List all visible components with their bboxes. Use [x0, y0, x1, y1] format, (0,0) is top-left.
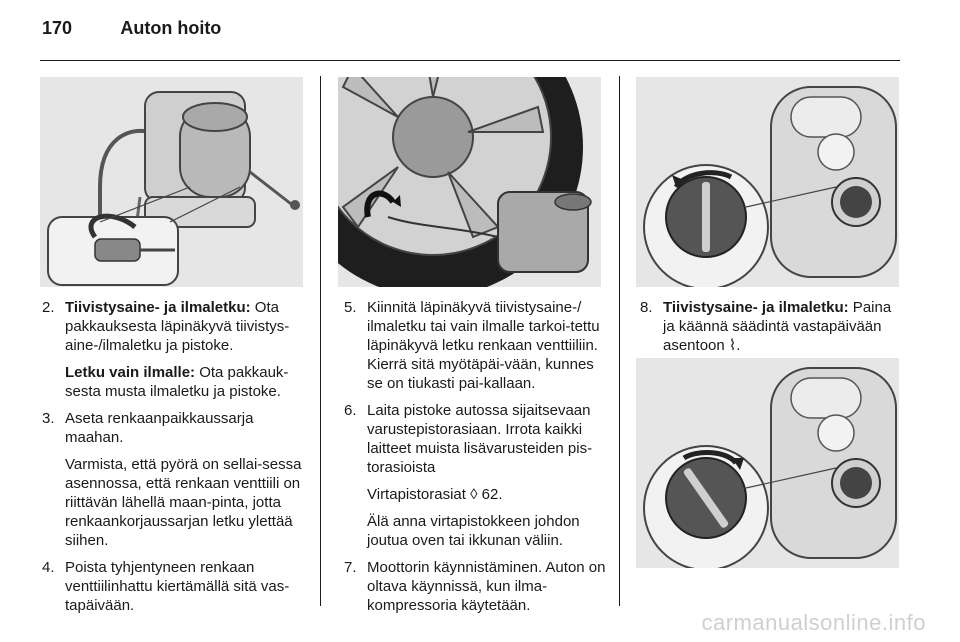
- selector-dial-figure: [636, 77, 899, 287]
- page-number: 170: [42, 18, 73, 38]
- column-divider: [619, 76, 620, 606]
- list-subitem: Varmista, että pyörä on sellai-sessa asennossa, että renkaan venttiili on riittävän lähellä maan-pinta, jotta renkaankorjaussarjan letku ylettää siihen.: [65, 456, 302, 549]
- item-text: Aseta renkaanpaikkaussarja maahan.: [65, 410, 254, 446]
- item-number: 2.: [42, 299, 55, 316]
- item-heading: Tiivistysaine- ja ilmaletku:: [65, 299, 251, 316]
- selector-dial-figure-2: [636, 358, 899, 568]
- item-text: Poista tyhjentyneen renkaan venttiilinhattu kiertämällä sitä vas-tapäivään.: [65, 559, 290, 614]
- compressor-kit-figure: [40, 77, 303, 287]
- page-header: [42, 18, 221, 39]
- wheel-valve-figure: [338, 77, 601, 287]
- item-text: Paina ja käännä säädintä vastapäivään asentoon ⌇.: [663, 299, 892, 354]
- item-text: Moottorin käynnistäminen. Auton on oltava käynnissä, kun ilma-kompressoria käytetään.: [367, 559, 606, 614]
- section-title: Auton hoito: [120, 18, 222, 38]
- watermark: carmanualsonline.info: [701, 610, 926, 635]
- list-subitem: Virtapistorasiat ◊ 62.: [367, 486, 503, 503]
- list-subitem: [42, 363, 304, 401]
- item-number: 4.: [42, 559, 55, 576]
- item-heading: Tiivistysaine- ja ilmaletku:: [663, 299, 849, 316]
- item-text: Laita pistoke autossa sijaitsevaan varustepistorasiaan. Irrota kaikki laitteet muista lisävarusteiden pis-torasioista: [367, 402, 593, 476]
- list-item: [42, 409, 304, 447]
- item-number: 7.: [344, 559, 357, 576]
- list-item: [42, 298, 304, 355]
- item-text: Kiinnitä läpinäkyvä tiivistysaine-/ ilmaletku tai vain ilmalle tarkoi-tettu läpinäkyvä letku renkaan venttiiliin. Kierrä sitä myötäpäi-vään, kunnes se on tiukasti pai-kallaan.: [367, 299, 600, 392]
- list-subitem: Älä anna virtapistokkeen johdon joutua oven tai ikkunan väliin.: [367, 513, 580, 549]
- column-2: [344, 298, 606, 623]
- list-item: [344, 298, 606, 393]
- list-item: [344, 558, 606, 615]
- list-item: [344, 401, 606, 477]
- item-number: 5.: [344, 299, 357, 316]
- item-number: 6.: [344, 402, 357, 419]
- item-text: Ota pakkauk-sesta musta ilmaletku ja pistoke.: [65, 364, 289, 400]
- list-item: [640, 298, 902, 355]
- column-divider: [320, 76, 321, 606]
- item-heading: Letku vain ilmalle:: [65, 364, 196, 381]
- item-number: 3.: [42, 410, 55, 427]
- item-text: Ota pakkauksesta läpinäkyvä tiivistys-aine-/ilmaletku ja pistoke.: [65, 299, 290, 354]
- list-item: [42, 558, 304, 615]
- column-3: [640, 298, 902, 363]
- header-rule: [40, 60, 900, 61]
- column-1: [42, 298, 304, 623]
- item-number: 8.: [640, 299, 653, 316]
